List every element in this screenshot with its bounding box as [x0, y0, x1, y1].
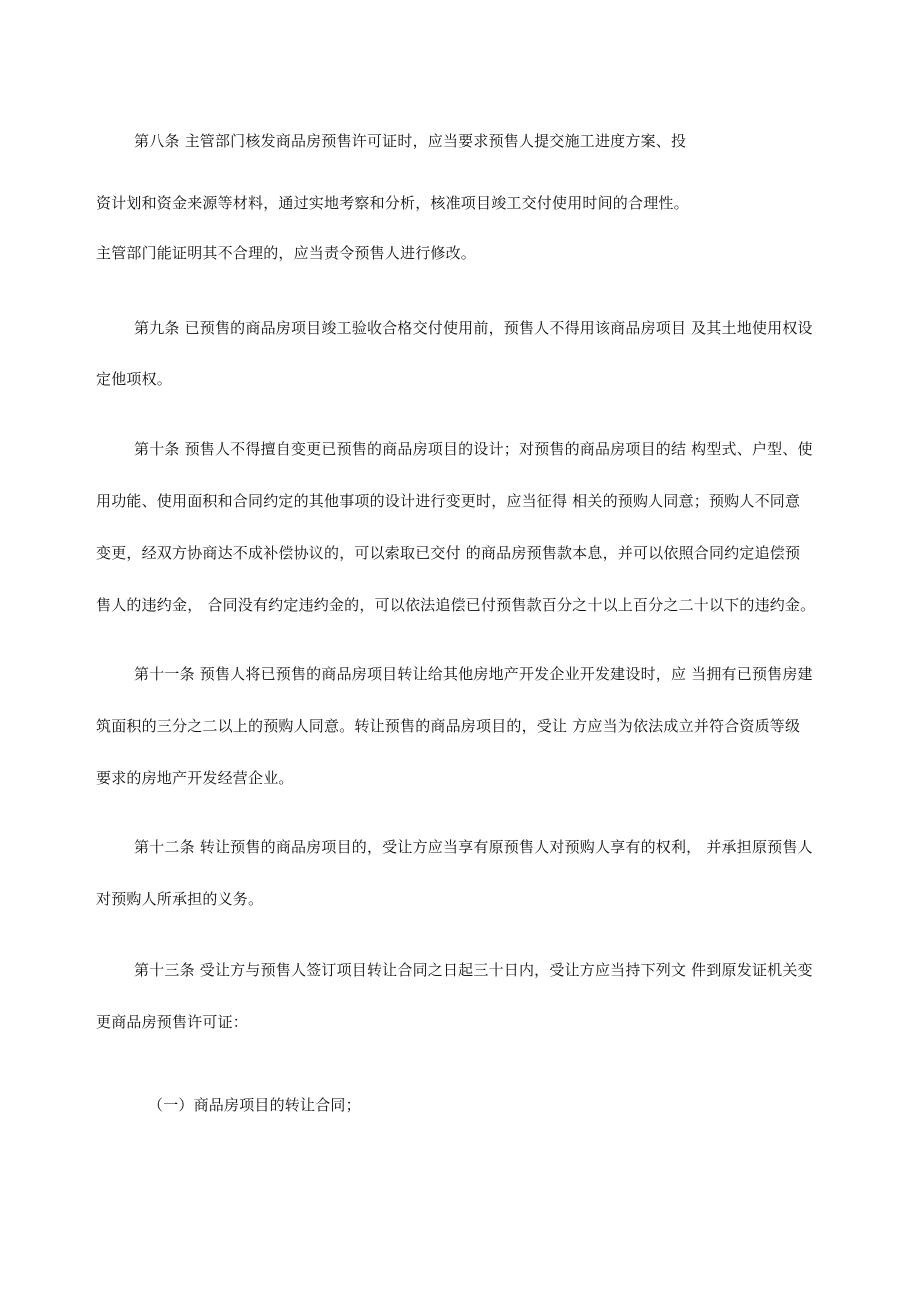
article-9-line-1: 第九条 已预售的商品房项目竣工验收合格交付使用前，预售人不得用该商品房项目 及其土地使用权设 — [134, 319, 813, 337]
article-10-line-3: 变更，经双方协商达不成补偿协议的，可以索取已交付 的商品房预售款本息，并可以依照合同约定追偿预 — [96, 544, 801, 562]
article-8-line-2: 资计划和资金来源等材料，通过实地考察和分析，核准项目竣工交付使用时间的合理性。 — [96, 194, 689, 212]
article-12-line-1: 第十二条 转让预售的商品房项目的，受让方应当享有原预售人对预购人享有的权利， 并承担原预售人 — [134, 838, 813, 856]
article-10-line-4: 售人的违约金， 合同没有约定违约金的，可以依法追偿已付预售款百分之十以上百分之二十以下的违约金。 — [96, 596, 816, 614]
article-8-line-3: 主管部门能证明其不合理的，应当责令预售人进行修改。 — [96, 244, 477, 262]
article-8-line-1: 第八条 主管部门核发商品房预售许可证时，应当要求预售人提交施工进度方案、投 — [134, 132, 687, 150]
article-13-line-2: 更商品房预售许可证： — [96, 1013, 249, 1031]
article-11-line-2: 筑面积的三分之二以上的预购人同意。转让预售的商品房项目的，受让 方应当为依法成立并符合资质等级 — [96, 717, 801, 735]
article-9-line-2: 定他项权。 — [96, 370, 173, 388]
clause-item-1: （一）商品房项目的转让合同； — [148, 1096, 361, 1114]
article-11-line-1: 第十一条 预售人将已预售的商品房项目转让给其他房地产开发企业开发建设时，应 当拥有已预售房建 — [134, 665, 813, 683]
article-12-line-2: 对预购人所承担的义务。 — [96, 890, 264, 908]
article-10-line-2: 用功能、使用面积和合同约定的其他事项的设计进行变更时，应当征得 相关的预购人同意；预购人不同意 — [96, 492, 801, 510]
article-10-line-1: 第十条 预售人不得擅自变更已预售的商品房项目的设计；对预售的商品房项目的结 构型式、户型、使 — [134, 440, 813, 458]
article-11-line-3: 要求的房地产开发经营企业。 — [96, 769, 294, 787]
article-13-line-1: 第十三条 受让方与预售人签订项目转让合同之日起三十日内，受让方应当持下列文 件到原发证机关变 — [134, 961, 813, 979]
